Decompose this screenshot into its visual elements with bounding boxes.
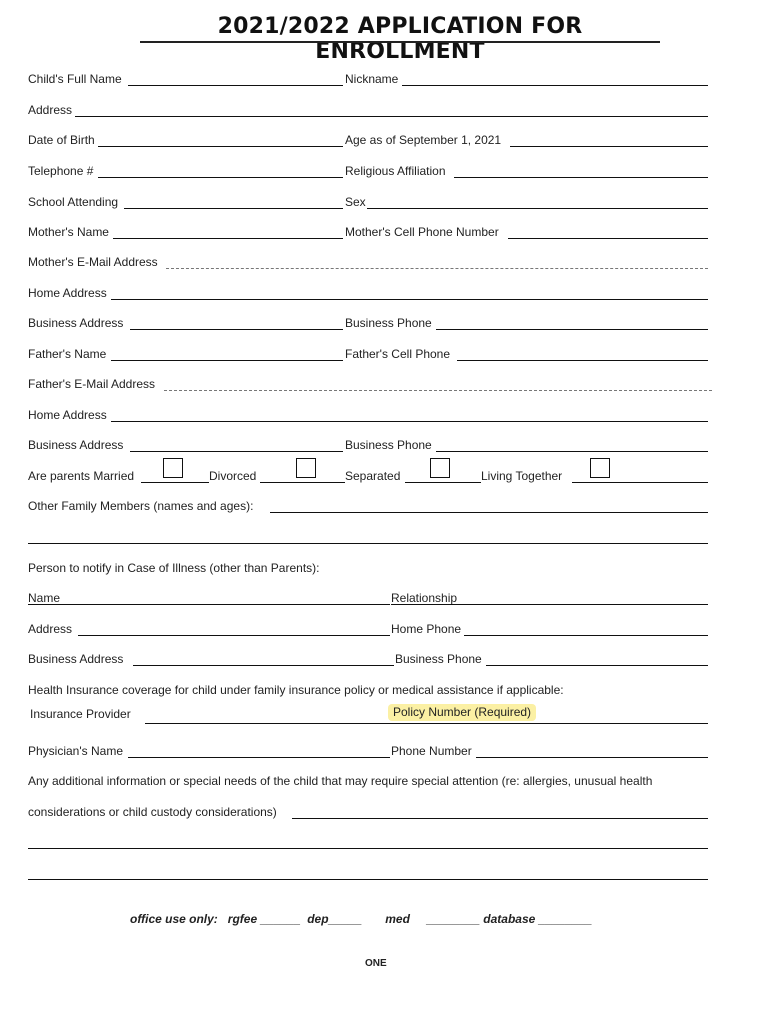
label-notify-address: Address xyxy=(28,622,73,636)
divorced-line xyxy=(260,482,345,483)
page-footer: ONE xyxy=(365,958,387,969)
label-religious-affiliation: Religious Affiliation xyxy=(345,164,446,178)
label-other-family: Other Family Members (names and ages): xyxy=(28,499,254,513)
home-phone-field[interactable] xyxy=(464,635,708,636)
living-together-line xyxy=(572,482,708,483)
label-divorced: Divorced xyxy=(209,469,257,483)
label-school-attending: School Attending xyxy=(28,195,119,209)
label-physicians-name: Physician's Name xyxy=(28,744,123,758)
label-mothers-name: Mother's Name xyxy=(28,225,109,239)
label-considerations: considerations or child custody considerations) xyxy=(28,805,277,819)
label-person-to-notify: Person to notify in Case of Illness (other than Parents): xyxy=(28,561,320,575)
label-fathers-name: Father's Name xyxy=(28,347,107,361)
additional-info-field-2[interactable] xyxy=(28,848,708,849)
label-notify-business-address: Business Address xyxy=(28,652,124,666)
considerations-field[interactable] xyxy=(292,818,708,819)
mother-business-address-field[interactable] xyxy=(130,329,343,330)
separated-line xyxy=(405,482,481,483)
father-business-phone-field[interactable] xyxy=(436,451,708,452)
fathers-email-field[interactable] xyxy=(164,390,712,391)
policy-number-highlight[interactable]: Policy Number (Required) xyxy=(388,704,536,721)
label-address: Address xyxy=(28,103,73,117)
label-business-address-father: Business Address xyxy=(28,438,124,452)
label-sex: Sex xyxy=(345,195,366,209)
fathers-cell-field[interactable] xyxy=(457,360,708,361)
mother-home-address-field[interactable] xyxy=(111,299,708,300)
living-together-checkbox[interactable] xyxy=(590,458,610,478)
label-business-phone-mother: Business Phone xyxy=(345,316,432,330)
label-nickname: Nickname xyxy=(345,72,399,86)
other-family-field-2[interactable] xyxy=(28,543,708,544)
label-separated: Separated xyxy=(345,469,401,483)
mothers-email-field[interactable] xyxy=(166,268,708,269)
page-title: 2021/2022 APPLICATION FOR ENROLLMENT xyxy=(217,14,583,64)
label-mothers-cell: Mother's Cell Phone Number xyxy=(345,225,499,239)
label-mothers-email: Mother's E-Mail Address xyxy=(28,255,158,269)
fathers-name-field[interactable] xyxy=(111,360,343,361)
label-notify-name: Name xyxy=(28,591,61,605)
label-business-address-mother: Business Address xyxy=(28,316,124,330)
school-attending-field[interactable] xyxy=(124,208,343,209)
notify-business-phone-field[interactable] xyxy=(486,665,708,666)
label-additional-info: Any additional information or special needs of the child that may require special attention (re: allergies, unusual health xyxy=(28,774,653,788)
father-home-address-field[interactable] xyxy=(111,421,708,422)
mothers-cell-field[interactable] xyxy=(508,238,708,239)
label-home-address-mother: Home Address xyxy=(28,286,107,300)
label-fathers-email: Father's E-Mail Address xyxy=(28,377,156,391)
mother-business-phone-field[interactable] xyxy=(436,329,708,330)
label-age-as-of: Age as of September 1, 2021 xyxy=(345,133,502,147)
address-field[interactable] xyxy=(75,116,708,117)
religious-affiliation-field[interactable] xyxy=(454,177,708,178)
date-of-birth-field[interactable] xyxy=(98,146,343,147)
sex-field[interactable] xyxy=(367,208,708,209)
notify-address-field[interactable] xyxy=(78,635,390,636)
mothers-name-field[interactable] xyxy=(113,238,343,239)
label-phone-number: Phone Number xyxy=(391,744,472,758)
insurance-provider-field[interactable] xyxy=(145,723,708,724)
notify-business-address-field[interactable] xyxy=(133,665,394,666)
telephone-field[interactable] xyxy=(98,177,343,178)
age-field[interactable] xyxy=(510,146,708,147)
label-home-phone: Home Phone xyxy=(391,622,462,636)
father-business-address-field[interactable] xyxy=(130,451,343,452)
label-health-insurance: Health Insurance coverage for child under family insurance policy or medical assistance if applicable: xyxy=(28,683,564,697)
label-business-phone-father: Business Phone xyxy=(345,438,432,452)
label-relationship: Relationship xyxy=(391,591,458,605)
married-checkbox[interactable] xyxy=(163,458,183,478)
label-childs-full-name: Child's Full Name xyxy=(28,72,122,86)
nickname-field[interactable] xyxy=(402,85,708,86)
relationship-field[interactable] xyxy=(391,604,708,605)
childs-full-name-field[interactable] xyxy=(128,85,343,86)
label-are-parents-married: Are parents Married xyxy=(28,469,135,483)
physician-phone-field[interactable] xyxy=(476,757,708,758)
notify-name-field[interactable] xyxy=(28,604,390,605)
label-home-address-father: Home Address xyxy=(28,408,107,422)
divorced-checkbox[interactable] xyxy=(296,458,316,478)
married-line xyxy=(141,482,209,483)
label-telephone: Telephone # xyxy=(28,164,94,178)
label-insurance-provider: Insurance Provider xyxy=(30,707,131,721)
label-date-of-birth: Date of Birth xyxy=(28,133,95,147)
office-use-only: office use only: rgfee ______ dep_____ med ________ database ________ xyxy=(130,912,593,926)
separated-checkbox[interactable] xyxy=(430,458,450,478)
title-underline xyxy=(140,41,660,43)
label-fathers-cell: Father's Cell Phone xyxy=(345,347,451,361)
physicians-name-field[interactable] xyxy=(128,757,390,758)
other-family-field[interactable] xyxy=(270,512,708,513)
additional-info-field-3[interactable] xyxy=(28,879,708,880)
label-notify-business-phone: Business Phone xyxy=(395,652,482,666)
label-living-together: Living Together xyxy=(481,469,563,483)
